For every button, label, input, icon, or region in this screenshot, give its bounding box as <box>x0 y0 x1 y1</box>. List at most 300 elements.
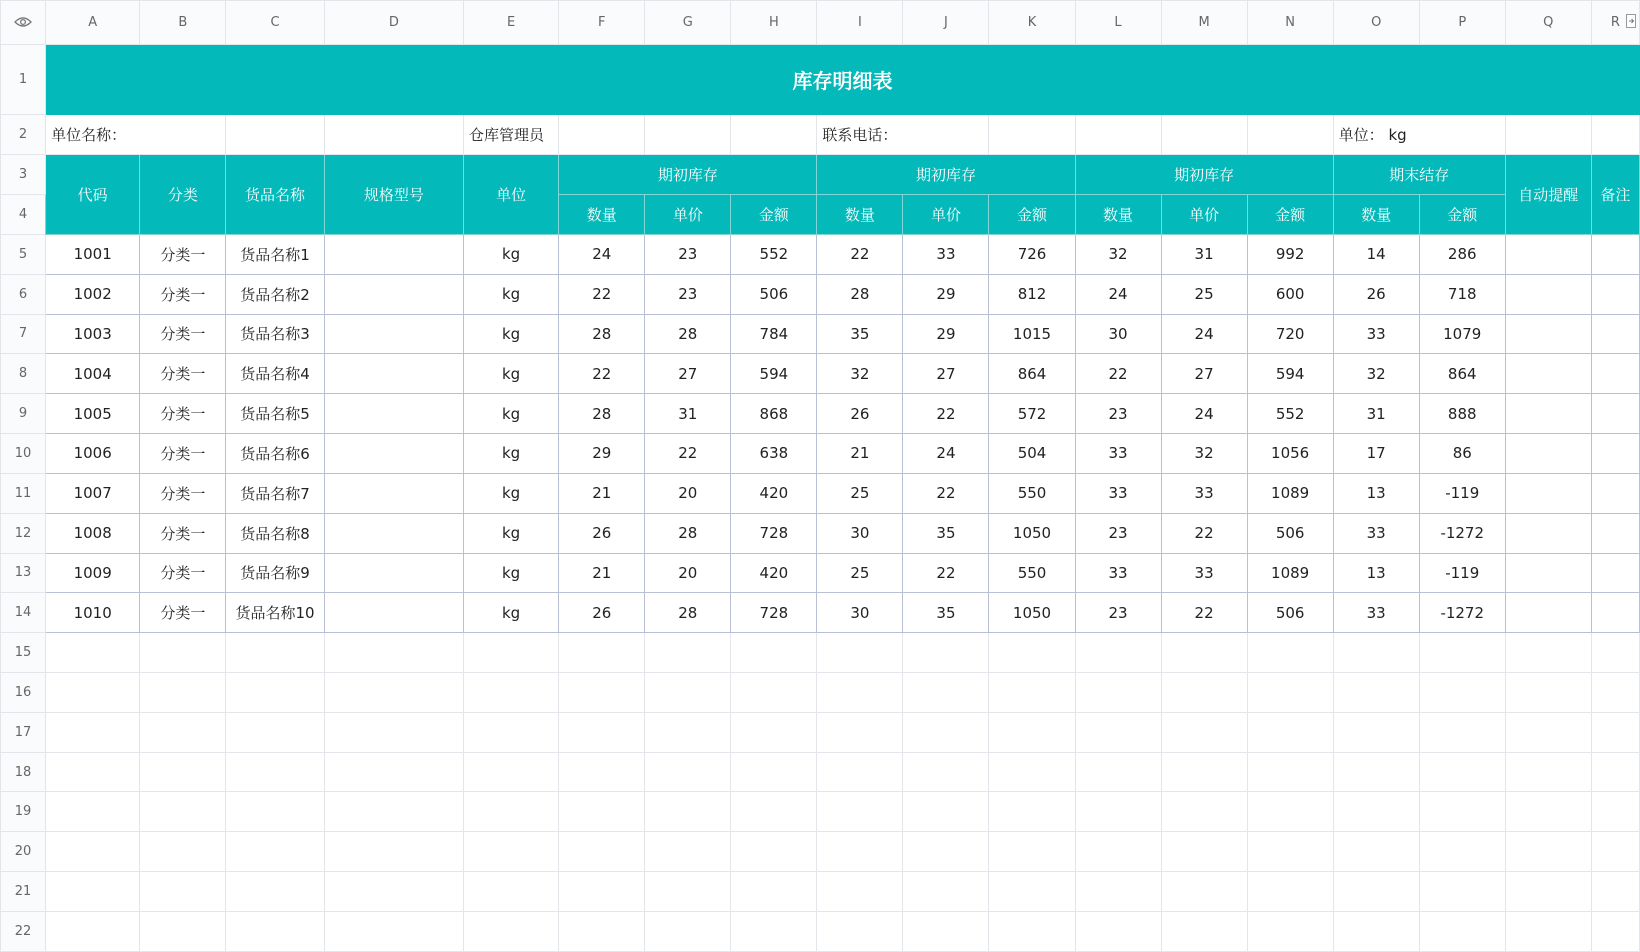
cell[interactable] <box>645 633 731 673</box>
cell[interactable] <box>1161 792 1247 832</box>
cell-goods-name[interactable]: 货品名称5 <box>226 394 324 434</box>
cell-amount[interactable]: -1272 <box>1419 593 1505 633</box>
phone-label[interactable]: 联系电话： <box>817 115 989 155</box>
cell-remark[interactable] <box>1591 553 1639 593</box>
cell-category[interactable]: 分类一 <box>140 553 226 593</box>
cell-price[interactable]: 24 <box>1161 314 1247 354</box>
cell[interactable] <box>140 672 226 712</box>
column-header-b[interactable]: B <box>140 1 226 45</box>
cell[interactable] <box>731 672 817 712</box>
cell-amount[interactable]: 552 <box>731 234 817 274</box>
cell[interactable] <box>903 712 989 752</box>
cell-price[interactable]: 24 <box>903 434 989 474</box>
cell-goods-name[interactable]: 货品名称6 <box>226 434 324 474</box>
column-header-q[interactable]: Q <box>1505 1 1591 45</box>
cell-price[interactable]: 33 <box>1161 473 1247 513</box>
cell[interactable] <box>46 792 140 832</box>
cell[interactable] <box>1333 752 1419 792</box>
header-price[interactable]: 单价 <box>645 195 731 235</box>
cell-price[interactable]: 31 <box>645 394 731 434</box>
cell-amount[interactable]: 594 <box>731 354 817 394</box>
cell-amount[interactable]: 506 <box>1247 513 1333 553</box>
cell[interactable] <box>903 672 989 712</box>
cell[interactable] <box>817 832 903 872</box>
cell[interactable] <box>731 115 817 155</box>
cell-code[interactable]: 1009 <box>46 553 140 593</box>
cell-qty[interactable]: 28 <box>559 314 645 354</box>
cell-price[interactable]: 29 <box>903 274 989 314</box>
cell-unit[interactable]: kg <box>463 473 558 513</box>
cell[interactable] <box>1419 911 1505 951</box>
cell[interactable] <box>645 115 731 155</box>
cell-spec[interactable] <box>324 234 463 274</box>
cell[interactable] <box>1419 832 1505 872</box>
cell-price[interactable]: 22 <box>903 394 989 434</box>
cell-qty[interactable]: 32 <box>817 354 903 394</box>
cell[interactable] <box>1333 672 1419 712</box>
column-header-c[interactable]: C <box>226 1 324 45</box>
cell-qty[interactable]: 32 <box>1075 234 1161 274</box>
cell[interactable] <box>140 752 226 792</box>
cell[interactable] <box>140 712 226 752</box>
cell-price[interactable]: 31 <box>1161 234 1247 274</box>
cell[interactable] <box>463 832 558 872</box>
cell-qty[interactable]: 33 <box>1333 314 1419 354</box>
sheet-title[interactable]: 库存明细表 <box>46 44 1640 114</box>
cell[interactable] <box>989 712 1075 752</box>
cell-qty[interactable]: 33 <box>1075 553 1161 593</box>
unit-name-label[interactable]: 单位名称： <box>46 115 226 155</box>
cell-amount[interactable]: 572 <box>989 394 1075 434</box>
header-amount[interactable]: 金额 <box>1419 195 1505 235</box>
cell[interactable] <box>1247 872 1333 912</box>
cell[interactable] <box>731 633 817 673</box>
row-header[interactable]: 20 <box>1 832 46 872</box>
header-unit[interactable]: 单位 <box>463 155 558 235</box>
cell-price[interactable]: 28 <box>645 593 731 633</box>
cell[interactable] <box>989 115 1075 155</box>
cell[interactable] <box>645 872 731 912</box>
cell[interactable] <box>817 911 903 951</box>
column-header-j[interactable]: J <box>903 1 989 45</box>
cell-amount[interactable]: 550 <box>989 553 1075 593</box>
cell-unit[interactable]: kg <box>463 513 558 553</box>
cell[interactable] <box>463 792 558 832</box>
cell[interactable] <box>989 911 1075 951</box>
row-header[interactable]: 13 <box>1 553 46 593</box>
cell-auto-remind[interactable] <box>1505 593 1591 633</box>
cell-amount[interactable]: -1272 <box>1419 513 1505 553</box>
cell-qty[interactable]: 26 <box>559 513 645 553</box>
cell-code[interactable]: 1002 <box>46 274 140 314</box>
cell[interactable] <box>731 792 817 832</box>
cell-qty[interactable]: 28 <box>817 274 903 314</box>
cell[interactable] <box>1161 752 1247 792</box>
cell[interactable] <box>1075 832 1161 872</box>
cell[interactable] <box>226 752 324 792</box>
cell-amount[interactable]: 1079 <box>1419 314 1505 354</box>
row-header[interactable]: 11 <box>1 473 46 513</box>
cell-amount[interactable]: 594 <box>1247 354 1333 394</box>
cell-remark[interactable] <box>1591 473 1639 513</box>
cell[interactable] <box>226 672 324 712</box>
unit-name-cell[interactable] <box>226 115 324 155</box>
cell-amount[interactable]: 506 <box>731 274 817 314</box>
cell[interactable] <box>324 872 463 912</box>
cell[interactable] <box>645 832 731 872</box>
cell-unit[interactable]: kg <box>463 394 558 434</box>
header-auto-remind[interactable]: 自动提醒 <box>1505 155 1591 235</box>
cell-amount[interactable]: 812 <box>989 274 1075 314</box>
cell-amount[interactable]: 784 <box>731 314 817 354</box>
cell-code[interactable]: 1006 <box>46 434 140 474</box>
unit-label[interactable]: 单位： kg <box>1333 115 1505 155</box>
cell[interactable] <box>1333 792 1419 832</box>
header-group-4[interactable]: 期末结存 <box>1333 155 1505 195</box>
cell[interactable] <box>731 712 817 752</box>
cell[interactable] <box>817 672 903 712</box>
cell[interactable] <box>46 633 140 673</box>
cell[interactable] <box>1419 712 1505 752</box>
cell[interactable] <box>731 872 817 912</box>
row-header[interactable]: 10 <box>1 434 46 474</box>
cell[interactable] <box>1591 752 1639 792</box>
cell-amount[interactable]: 1089 <box>1247 553 1333 593</box>
cell-qty[interactable]: 33 <box>1075 434 1161 474</box>
cell[interactable] <box>731 832 817 872</box>
cell[interactable] <box>989 672 1075 712</box>
cell[interactable] <box>46 712 140 752</box>
cell[interactable] <box>1247 633 1333 673</box>
cell-spec[interactable] <box>324 434 463 474</box>
cell-amount[interactable]: 420 <box>731 553 817 593</box>
cell-goods-name[interactable]: 货品名称3 <box>226 314 324 354</box>
cell-auto-remind[interactable] <box>1505 553 1591 593</box>
cell[interactable] <box>1333 633 1419 673</box>
cell[interactable] <box>1333 872 1419 912</box>
cell-qty[interactable]: 28 <box>559 394 645 434</box>
cell[interactable] <box>1247 911 1333 951</box>
cell[interactable] <box>1247 672 1333 712</box>
cell-qty[interactable]: 29 <box>559 434 645 474</box>
cell-qty[interactable]: 23 <box>1075 593 1161 633</box>
cell-amount[interactable]: 720 <box>1247 314 1333 354</box>
cell-remark[interactable] <box>1591 394 1639 434</box>
cell[interactable] <box>645 752 731 792</box>
header-price[interactable]: 单价 <box>1161 195 1247 235</box>
cell[interactable] <box>559 911 645 951</box>
cell[interactable] <box>1075 115 1161 155</box>
cell-spec[interactable] <box>324 274 463 314</box>
cell-price[interactable]: 27 <box>1161 354 1247 394</box>
cell-amount[interactable]: 718 <box>1419 274 1505 314</box>
cell[interactable] <box>1333 911 1419 951</box>
cell-category[interactable]: 分类一 <box>140 274 226 314</box>
column-header-k[interactable]: K <box>989 1 1075 45</box>
cell[interactable] <box>731 911 817 951</box>
cell-unit[interactable]: kg <box>463 593 558 633</box>
row-header[interactable]: 6 <box>1 274 46 314</box>
cell[interactable] <box>226 633 324 673</box>
cell-code[interactable]: 1010 <box>46 593 140 633</box>
cell[interactable] <box>1161 712 1247 752</box>
cell-amount[interactable]: 728 <box>731 593 817 633</box>
cell-category[interactable]: 分类一 <box>140 473 226 513</box>
cell[interactable] <box>324 633 463 673</box>
header-qty[interactable]: 数量 <box>817 195 903 235</box>
cell-qty[interactable]: 22 <box>559 274 645 314</box>
cell[interactable] <box>324 712 463 752</box>
header-qty[interactable]: 数量 <box>559 195 645 235</box>
cell-code[interactable]: 1001 <box>46 234 140 274</box>
cell-qty[interactable]: 26 <box>559 593 645 633</box>
header-remark[interactable]: 备注 <box>1591 155 1639 235</box>
cell-price[interactable]: 27 <box>903 354 989 394</box>
cell-remark[interactable] <box>1591 434 1639 474</box>
cell-qty[interactable]: 25 <box>817 553 903 593</box>
cell-qty[interactable]: 21 <box>559 553 645 593</box>
select-all-corner[interactable] <box>1 1 46 45</box>
cell-qty[interactable]: 32 <box>1333 354 1419 394</box>
cell[interactable] <box>1591 115 1639 155</box>
cell[interactable] <box>1419 672 1505 712</box>
cell-price[interactable]: 22 <box>1161 513 1247 553</box>
row-header[interactable]: 19 <box>1 792 46 832</box>
cell-category[interactable]: 分类一 <box>140 513 226 553</box>
cell[interactable] <box>903 872 989 912</box>
cell[interactable] <box>324 752 463 792</box>
cell[interactable] <box>226 872 324 912</box>
cell-qty[interactable]: 23 <box>1075 513 1161 553</box>
cell-goods-name[interactable]: 货品名称1 <box>226 234 324 274</box>
cell-goods-name[interactable]: 货品名称7 <box>226 473 324 513</box>
cell-amount[interactable]: 552 <box>1247 394 1333 434</box>
cell-amount[interactable]: 868 <box>731 394 817 434</box>
cell[interactable] <box>463 712 558 752</box>
cell[interactable] <box>226 832 324 872</box>
cell-price[interactable]: 20 <box>645 553 731 593</box>
cell[interactable] <box>226 911 324 951</box>
cell-amount[interactable]: 726 <box>989 234 1075 274</box>
cell-unit[interactable]: kg <box>463 434 558 474</box>
cell[interactable] <box>817 872 903 912</box>
cell[interactable] <box>324 115 463 155</box>
cell[interactable] <box>645 712 731 752</box>
column-header-a[interactable]: A <box>46 1 140 45</box>
cell[interactable] <box>559 832 645 872</box>
cell[interactable] <box>559 115 645 155</box>
row-header[interactable]: 8 <box>1 354 46 394</box>
cell[interactable] <box>46 911 140 951</box>
eye-icon[interactable] <box>14 16 32 28</box>
cell-amount[interactable]: 550 <box>989 473 1075 513</box>
cell[interactable] <box>1591 672 1639 712</box>
cell-remark[interactable] <box>1591 314 1639 354</box>
cell-qty[interactable]: 22 <box>817 234 903 274</box>
cell-remark[interactable] <box>1591 513 1639 553</box>
cell-spec[interactable] <box>324 593 463 633</box>
cell-amount[interactable]: 1050 <box>989 593 1075 633</box>
cell[interactable] <box>559 752 645 792</box>
cell-amount[interactable]: 728 <box>731 513 817 553</box>
row-header[interactable]: 2 <box>1 115 46 155</box>
cell-price[interactable]: 22 <box>903 473 989 513</box>
cell-amount[interactable]: 600 <box>1247 274 1333 314</box>
header-spec[interactable]: 规格型号 <box>324 155 463 235</box>
cell-qty[interactable]: 33 <box>1075 473 1161 513</box>
cell-unit[interactable]: kg <box>463 314 558 354</box>
cell-spec[interactable] <box>324 394 463 434</box>
cell[interactable] <box>463 752 558 792</box>
cell-amount[interactable]: 504 <box>989 434 1075 474</box>
cell[interactable] <box>1505 792 1591 832</box>
cell-category[interactable]: 分类一 <box>140 434 226 474</box>
cell[interactable] <box>645 911 731 951</box>
cell[interactable] <box>817 712 903 752</box>
cell-category[interactable]: 分类一 <box>140 314 226 354</box>
cell[interactable] <box>1247 832 1333 872</box>
row-header[interactable]: 4 <box>1 195 46 235</box>
cell-remark[interactable] <box>1591 274 1639 314</box>
column-header-p[interactable]: P <box>1419 1 1505 45</box>
cell[interactable] <box>1161 872 1247 912</box>
cell-spec[interactable] <box>324 314 463 354</box>
cell[interactable] <box>903 792 989 832</box>
cell-auto-remind[interactable] <box>1505 473 1591 513</box>
cell[interactable] <box>140 633 226 673</box>
cell[interactable] <box>1505 115 1591 155</box>
cell-spec[interactable] <box>324 553 463 593</box>
row-header[interactable]: 14 <box>1 593 46 633</box>
cell-qty[interactable]: 13 <box>1333 473 1419 513</box>
cell-spec[interactable] <box>324 354 463 394</box>
cell-unit[interactable]: kg <box>463 354 558 394</box>
cell-price[interactable]: 32 <box>1161 434 1247 474</box>
cell-qty[interactable]: 26 <box>1333 274 1419 314</box>
cell[interactable] <box>140 872 226 912</box>
cell[interactable] <box>46 832 140 872</box>
cell[interactable] <box>1591 792 1639 832</box>
header-group-2[interactable]: 期初库存 <box>817 155 1075 195</box>
cell-qty[interactable]: 13 <box>1333 553 1419 593</box>
cell-spec[interactable] <box>324 513 463 553</box>
cell[interactable] <box>1161 672 1247 712</box>
cell[interactable] <box>989 792 1075 832</box>
header-qty[interactable]: 数量 <box>1333 195 1419 235</box>
cell[interactable] <box>463 911 558 951</box>
cell[interactable] <box>1591 832 1639 872</box>
column-header-n[interactable]: N <box>1247 1 1333 45</box>
cell-price[interactable]: 33 <box>903 234 989 274</box>
header-group-1[interactable]: 期初库存 <box>559 155 817 195</box>
cell-goods-name[interactable]: 货品名称4 <box>226 354 324 394</box>
cell[interactable] <box>1333 832 1419 872</box>
cell[interactable] <box>731 752 817 792</box>
header-price[interactable]: 单价 <box>903 195 989 235</box>
cell-goods-name[interactable]: 货品名称10 <box>226 593 324 633</box>
cell[interactable] <box>1075 752 1161 792</box>
cell[interactable] <box>226 792 324 832</box>
cell[interactable] <box>46 752 140 792</box>
row-header[interactable]: 16 <box>1 672 46 712</box>
cell[interactable] <box>817 633 903 673</box>
cell-price[interactable]: 33 <box>1161 553 1247 593</box>
cell-price[interactable]: 29 <box>903 314 989 354</box>
cell-category[interactable]: 分类一 <box>140 394 226 434</box>
row-header[interactable]: 15 <box>1 633 46 673</box>
cell-unit[interactable]: kg <box>463 553 558 593</box>
cell-code[interactable]: 1003 <box>46 314 140 354</box>
cell[interactable] <box>903 832 989 872</box>
cell[interactable] <box>140 792 226 832</box>
cell-unit[interactable]: kg <box>463 274 558 314</box>
cell[interactable] <box>1419 872 1505 912</box>
cell[interactable] <box>1591 911 1639 951</box>
cell[interactable] <box>1591 633 1639 673</box>
column-header-r[interactable]: R <box>1591 1 1639 45</box>
cell-price[interactable]: 23 <box>645 234 731 274</box>
cell[interactable] <box>989 832 1075 872</box>
cell-amount[interactable]: 286 <box>1419 234 1505 274</box>
header-goods-name[interactable]: 货品名称 <box>226 155 324 235</box>
cell[interactable] <box>559 633 645 673</box>
row-header[interactable]: 22 <box>1 911 46 951</box>
row-header[interactable]: 21 <box>1 872 46 912</box>
row-header[interactable]: 5 <box>1 234 46 274</box>
cell[interactable] <box>1247 792 1333 832</box>
cell[interactable] <box>140 911 226 951</box>
cell[interactable] <box>226 712 324 752</box>
cell-price[interactable]: 22 <box>903 553 989 593</box>
cell[interactable] <box>1505 672 1591 712</box>
cell[interactable] <box>989 633 1075 673</box>
cell[interactable] <box>1333 712 1419 752</box>
cell[interactable] <box>1591 712 1639 752</box>
cell-qty[interactable]: 24 <box>1075 274 1161 314</box>
row-header[interactable]: 18 <box>1 752 46 792</box>
cell[interactable] <box>903 633 989 673</box>
column-header-f[interactable]: F <box>559 1 645 45</box>
freeze-pane-icon[interactable] <box>1626 14 1636 28</box>
cell-qty[interactable]: 22 <box>1075 354 1161 394</box>
column-header-h[interactable]: H <box>731 1 817 45</box>
header-code[interactable]: 代码 <box>46 155 140 235</box>
cell-qty[interactable]: 30 <box>817 593 903 633</box>
cell[interactable] <box>559 672 645 712</box>
cell[interactable] <box>645 792 731 832</box>
cell-price[interactable]: 35 <box>903 593 989 633</box>
cell[interactable] <box>903 911 989 951</box>
cell[interactable] <box>1161 633 1247 673</box>
cell[interactable] <box>1419 752 1505 792</box>
cell[interactable] <box>1161 832 1247 872</box>
column-header-g[interactable]: G <box>645 1 731 45</box>
column-header-m[interactable]: M <box>1161 1 1247 45</box>
cell[interactable] <box>817 792 903 832</box>
cell-qty[interactable]: 24 <box>559 234 645 274</box>
cell-spec[interactable] <box>324 473 463 513</box>
cell[interactable] <box>1505 832 1591 872</box>
column-header-l[interactable]: L <box>1075 1 1161 45</box>
warehouse-admin-label[interactable]: 仓库管理员 <box>463 115 558 155</box>
cell-auto-remind[interactable] <box>1505 314 1591 354</box>
cell-remark[interactable] <box>1591 593 1639 633</box>
header-group-3[interactable]: 期初库存 <box>1075 155 1333 195</box>
cell-price[interactable]: 20 <box>645 473 731 513</box>
cell-qty[interactable]: 26 <box>817 394 903 434</box>
cell[interactable] <box>559 872 645 912</box>
cell[interactable] <box>1075 633 1161 673</box>
